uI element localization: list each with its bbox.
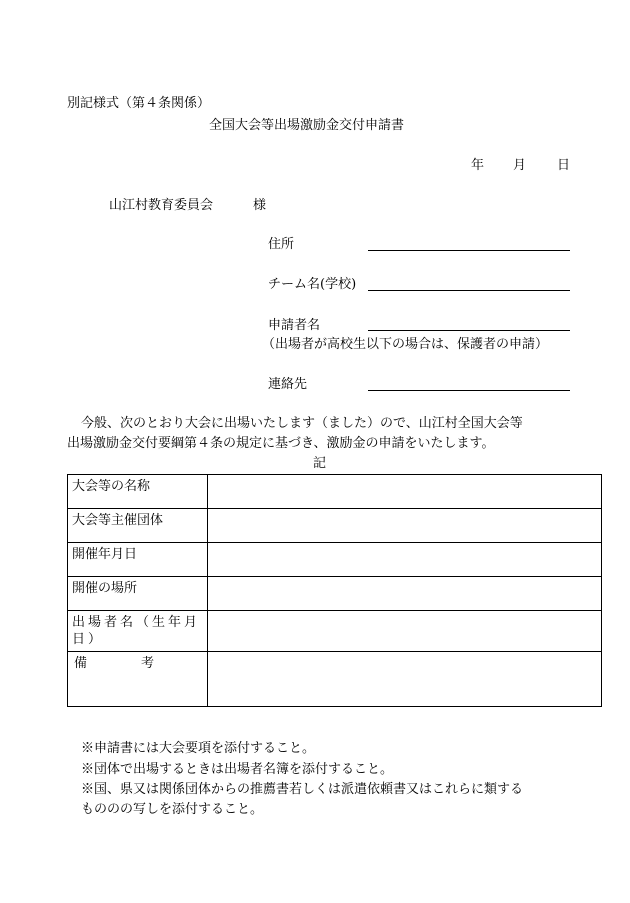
- date-day: 日: [557, 158, 571, 173]
- applicant-name-label: 申請者名: [268, 318, 321, 333]
- date-month: 月: [513, 158, 527, 173]
- row-label-organizer: 大会等主催団体: [68, 509, 208, 543]
- address-label: 住所: [268, 237, 295, 252]
- row-label-venue: 開催の場所: [68, 577, 208, 611]
- note-3: ※国、県又は関係団体からの推薦書若しくは派遣依頼書又はこれらに類する: [81, 782, 524, 797]
- row-value-organizer[interactable]: [208, 509, 602, 543]
- row-value-event-name[interactable]: [208, 475, 602, 509]
- team-label: チーム名(学校): [268, 277, 357, 292]
- table-row: [68, 475, 602, 509]
- form-reference: 別記様式（第４条関係）: [67, 96, 211, 111]
- applicant-name-note: （出場者が高校生以下の場合は、保護者の申請）: [262, 337, 549, 352]
- row-value-venue[interactable]: [208, 577, 602, 611]
- address-field[interactable]: [368, 250, 570, 251]
- row-value-date[interactable]: [208, 543, 602, 577]
- table-row: [68, 577, 602, 611]
- application-table: [67, 474, 602, 707]
- addressee-honorific: 様: [253, 198, 267, 213]
- note-1: ※申請書には大会要項を添付すること。: [81, 741, 316, 756]
- row-label-event-name: 大会等の名称: [68, 475, 208, 509]
- body-line-1: 今般、次のとおり大会に出場いたします（ました）ので、山江村全国大会等: [81, 416, 523, 431]
- contact-label: 連絡先: [268, 377, 308, 392]
- table-row: [68, 543, 602, 577]
- date-year: 年: [471, 158, 485, 173]
- note-2: ※団体で出場するときは出場者名簿を添付すること。: [81, 762, 394, 777]
- team-field[interactable]: [368, 290, 570, 291]
- ki-heading: 記: [313, 456, 327, 471]
- table-row: [68, 652, 602, 707]
- row-value-participants[interactable]: [208, 611, 602, 652]
- table-row: [68, 509, 602, 543]
- remarks-char-2: 考: [140, 656, 154, 671]
- row-label-date: 開催年月日: [68, 543, 208, 577]
- applicant-name-field[interactable]: [368, 330, 570, 331]
- contact-field[interactable]: [368, 390, 570, 391]
- row-label-remarks: [68, 652, 208, 707]
- page-title: 全国大会等出場激励金交付申請書: [209, 118, 405, 133]
- row-value-remarks[interactable]: [208, 652, 602, 707]
- addressee-name: 山江村教育委員会: [109, 198, 214, 213]
- body-line-2: 出場激励金交付要綱第４条の規定に基づき、激励金の申請をいたします。: [67, 436, 495, 451]
- remarks-char-1: 備: [74, 656, 88, 671]
- note-3-continued: もののの写しを添付すること。: [81, 802, 264, 817]
- table-row: [68, 611, 602, 652]
- row-label-participants: 出場者名（生年月日）: [68, 611, 208, 652]
